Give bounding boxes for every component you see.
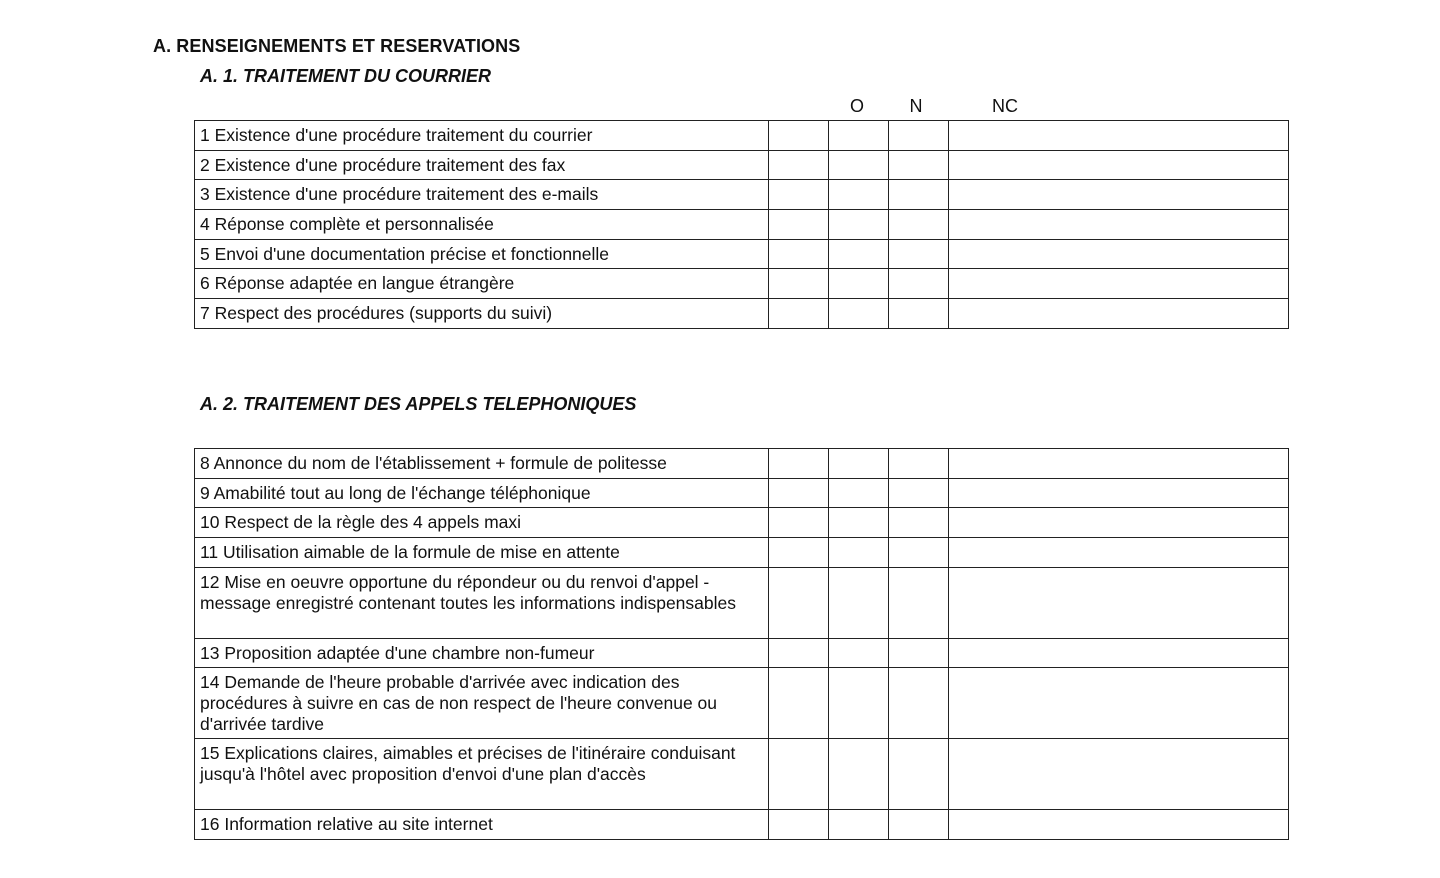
- check-cell-nc[interactable]: [949, 567, 1289, 638]
- check-cell-extra[interactable]: [889, 508, 949, 538]
- check-cell-extra[interactable]: [889, 739, 949, 810]
- check-cell-o[interactable]: [769, 299, 829, 329]
- subsection-title-appels: A. 2. TRAITEMENT DES APPELS TELEPHONIQUES: [200, 394, 637, 414]
- check-cell-o[interactable]: [769, 210, 829, 240]
- criterion-label: 4 Réponse complète et personnalisée: [195, 210, 769, 240]
- check-cell-n[interactable]: [829, 508, 889, 538]
- check-cell-extra[interactable]: [889, 449, 949, 479]
- check-cell-nc[interactable]: [949, 150, 1289, 180]
- check-cell-extra[interactable]: [889, 121, 949, 151]
- table-row: [195, 269, 1289, 299]
- check-cell-n[interactable]: [829, 478, 889, 508]
- check-cell-extra[interactable]: [889, 538, 949, 568]
- check-cell-extra[interactable]: [889, 299, 949, 329]
- check-cell-n[interactable]: [829, 538, 889, 568]
- check-cell-o[interactable]: [769, 239, 829, 269]
- check-cell-o[interactable]: [769, 449, 829, 479]
- check-cell-o[interactable]: [769, 638, 829, 668]
- check-cell-nc[interactable]: [949, 180, 1289, 210]
- table-row: [195, 180, 1289, 210]
- check-cell-extra[interactable]: [889, 239, 949, 269]
- criterion-label: 5 Envoi d'une documentation précise et fonctionnelle: [195, 239, 769, 269]
- check-cell-nc[interactable]: [949, 810, 1289, 840]
- check-cell-o[interactable]: [769, 180, 829, 210]
- check-cell-nc[interactable]: [949, 269, 1289, 299]
- check-cell-nc[interactable]: [949, 739, 1289, 810]
- section-title: A. RENSEIGNEMENTS ET RESERVATIONS: [153, 36, 521, 56]
- criterion-label: 14 Demande de l'heure probable d'arrivée avec indication des procédures à suivre en cas de non respect de l'heure convenue ou d'arrivée tardive: [195, 668, 769, 739]
- check-cell-extra[interactable]: [889, 269, 949, 299]
- check-cell-nc[interactable]: [949, 538, 1289, 568]
- check-cell-o[interactable]: [769, 538, 829, 568]
- check-cell-n[interactable]: [829, 567, 889, 638]
- criterion-label: 2 Existence d'une procédure traitement des fax: [195, 150, 769, 180]
- check-cell-nc[interactable]: [949, 508, 1289, 538]
- check-cell-n[interactable]: [829, 269, 889, 299]
- check-cell-nc[interactable]: [949, 121, 1289, 151]
- check-cell-nc[interactable]: [949, 478, 1289, 508]
- check-cell-n[interactable]: [829, 210, 889, 240]
- criterion-label: 3 Existence d'une procédure traitement des e-mails: [195, 180, 769, 210]
- check-cell-extra[interactable]: [889, 567, 949, 638]
- table-row: [195, 638, 1289, 668]
- table-row: [195, 150, 1289, 180]
- check-cell-n[interactable]: [829, 239, 889, 269]
- criterion-label: 7 Respect des procédures (supports du suivi): [195, 299, 769, 329]
- check-cell-n[interactable]: [829, 668, 889, 739]
- checklist-table-courrier: [194, 120, 1289, 329]
- table-row: [195, 508, 1289, 538]
- check-cell-extra[interactable]: [889, 478, 949, 508]
- check-cell-n[interactable]: [829, 150, 889, 180]
- column-header-n: N: [909, 96, 923, 116]
- check-cell-extra[interactable]: [889, 668, 949, 739]
- table-row: [195, 121, 1289, 151]
- check-cell-o[interactable]: [769, 668, 829, 739]
- criterion-label: 8 Annonce du nom de l'établissement + formule de politesse: [195, 449, 769, 479]
- check-cell-o[interactable]: [769, 121, 829, 151]
- check-cell-n[interactable]: [829, 449, 889, 479]
- check-cell-extra[interactable]: [889, 180, 949, 210]
- table-row: [195, 449, 1289, 479]
- table-row: [195, 538, 1289, 568]
- criterion-label: 15 Explications claires, aimables et précises de l'itinéraire conduisant jusqu'à l'hôtel avec proposition d'envoi d'une plan d'accès: [195, 739, 769, 810]
- checklist-table-appels: [194, 448, 1289, 840]
- check-cell-o[interactable]: [769, 810, 829, 840]
- table-row: [195, 299, 1289, 329]
- check-cell-n[interactable]: [829, 810, 889, 840]
- table-row: [195, 739, 1289, 810]
- table-row: [195, 239, 1289, 269]
- check-cell-extra[interactable]: [889, 210, 949, 240]
- check-cell-n[interactable]: [829, 739, 889, 810]
- check-cell-o[interactable]: [769, 269, 829, 299]
- check-cell-o[interactable]: [769, 150, 829, 180]
- check-cell-extra[interactable]: [889, 638, 949, 668]
- check-cell-extra[interactable]: [889, 810, 949, 840]
- table-row: [195, 668, 1289, 739]
- criterion-label: 6 Réponse adaptée en langue étrangère: [195, 269, 769, 299]
- column-header-o: O: [849, 96, 864, 116]
- check-cell-o[interactable]: [769, 739, 829, 810]
- check-cell-nc[interactable]: [949, 668, 1289, 739]
- criterion-label: 12 Mise en oeuvre opportune du répondeur ou du renvoi d'appel - message enregistré contenant toutes les informations indispensables: [195, 567, 769, 638]
- check-cell-nc[interactable]: [949, 299, 1289, 329]
- check-cell-n[interactable]: [829, 638, 889, 668]
- criterion-label: 9 Amabilité tout au long de l'échange téléphonique: [195, 478, 769, 508]
- check-cell-n[interactable]: [829, 299, 889, 329]
- table-row: [195, 478, 1289, 508]
- column-headers: [0, 96, 1440, 118]
- check-cell-o[interactable]: [769, 508, 829, 538]
- criterion-label: 13 Proposition adaptée d'une chambre non-fumeur: [195, 638, 769, 668]
- check-cell-nc[interactable]: [949, 239, 1289, 269]
- check-cell-nc[interactable]: [949, 210, 1289, 240]
- column-header-nc: NC: [992, 96, 1018, 116]
- check-cell-extra[interactable]: [889, 150, 949, 180]
- check-cell-o[interactable]: [769, 567, 829, 638]
- table-row: [195, 210, 1289, 240]
- check-cell-n[interactable]: [829, 180, 889, 210]
- criterion-label: 16 Information relative au site internet: [195, 810, 769, 840]
- check-cell-o[interactable]: [769, 478, 829, 508]
- check-cell-nc[interactable]: [949, 638, 1289, 668]
- criterion-label: 11 Utilisation aimable de la formule de mise en attente: [195, 538, 769, 568]
- table-row: [195, 567, 1289, 638]
- check-cell-nc[interactable]: [949, 449, 1289, 479]
- subsection-title-courrier: A. 1. TRAITEMENT DU COURRIER: [200, 66, 492, 86]
- criterion-label: 1 Existence d'une procédure traitement du courrier: [195, 121, 769, 151]
- table-row: [195, 810, 1289, 840]
- check-cell-n[interactable]: [829, 121, 889, 151]
- criterion-label: 10 Respect de la règle des 4 appels maxi: [195, 508, 769, 538]
